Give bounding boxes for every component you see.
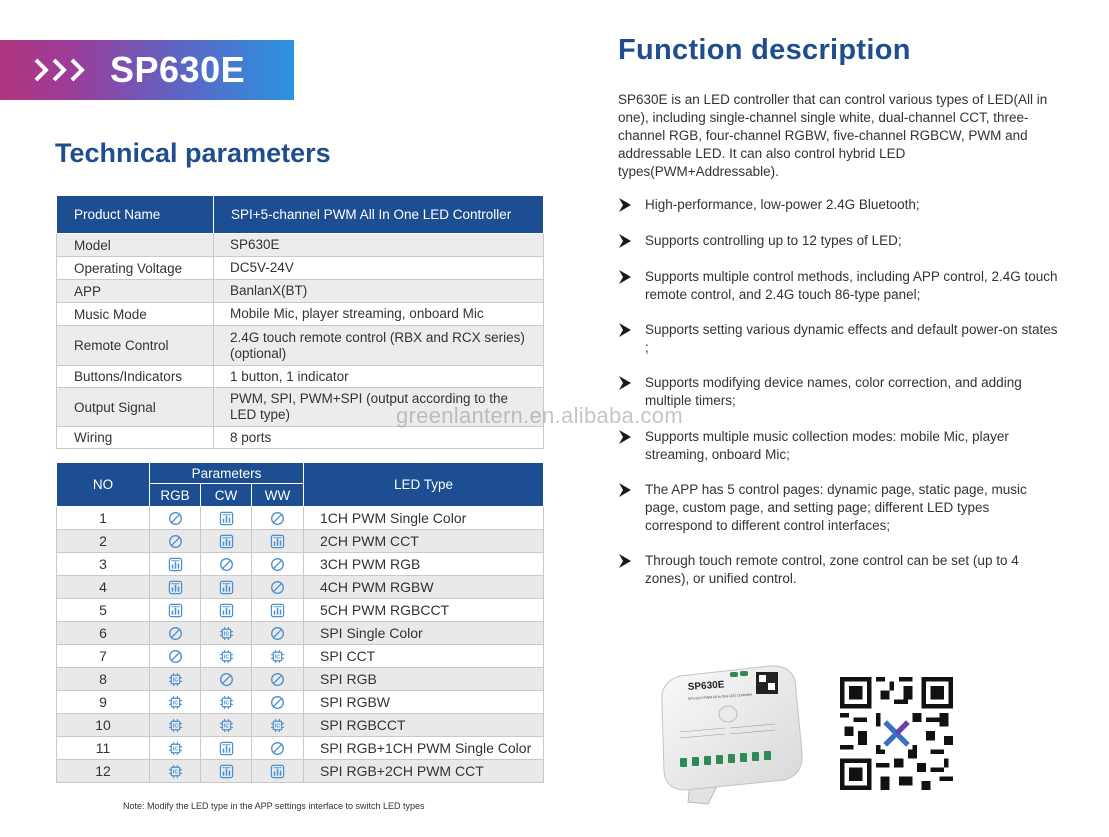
spec-label: Output Signal <box>57 388 214 427</box>
spec-value: 2.4G touch remote control (RBX and RCX series) (optional) <box>214 326 544 366</box>
led-row-no: 7 <box>57 645 150 668</box>
led-row-type: SPI RGB+1CH PWM Single Color <box>304 737 544 760</box>
chevrons-icon <box>32 57 92 83</box>
footnote: Note: Modify the LED type in the APP settings interface to switch LED types <box>123 801 425 811</box>
led-row-type: SPI RGB <box>304 668 544 691</box>
spec-header-value: SPI+5-channel PWM All In One LED Controller <box>214 196 544 234</box>
spec-value: 8 ports <box>214 427 544 449</box>
led-row <box>57 760 544 783</box>
ic-chip-icon <box>168 717 183 733</box>
led-cell-rgb <box>150 691 201 714</box>
qr-code-image <box>840 677 953 790</box>
svg-text:IC: IC <box>172 724 178 731</box>
pwm-channel-icon <box>270 602 285 618</box>
led-cell-ww <box>252 714 304 737</box>
led-row <box>57 668 544 691</box>
led-row-no: 12 <box>57 760 150 783</box>
led-cell-ww <box>252 668 304 691</box>
ic-chip-icon <box>168 671 183 687</box>
led-cell-cw <box>201 714 252 737</box>
watermark: greenlantern.en.alibaba.com <box>396 403 683 428</box>
feature-text: Supports controlling up to 12 types of LED; <box>645 233 902 248</box>
spec-row <box>57 303 544 326</box>
led-cell-ww <box>252 691 304 714</box>
led-header-cw: CW <box>201 484 252 507</box>
led-row-no: 2 <box>57 530 150 553</box>
not-supported-icon <box>270 694 285 710</box>
not-supported-icon <box>168 510 183 526</box>
led-cell-cw <box>201 691 252 714</box>
led-row-type: SPI RGB+2CH PWM CCT <box>304 760 544 783</box>
led-cell-cw <box>201 737 252 760</box>
feature-text: Supports multiple music collection modes: mobile Mic, player streaming, onboard Mic; <box>645 429 1009 462</box>
led-header-no: NO <box>57 463 150 507</box>
arrow-bullet-icon <box>618 482 632 498</box>
feature-item <box>618 374 1058 410</box>
feature-text: Supports multiple control methods, including APP control, 2.4G touch remote control, and 2.4G touch 86-type panel; <box>645 269 1058 302</box>
led-cell-ww <box>252 622 304 645</box>
led-cell-rgb <box>150 622 201 645</box>
svg-text:IC: IC <box>223 655 229 662</box>
ic-chip-icon <box>219 717 234 733</box>
pwm-channel-icon <box>219 510 234 526</box>
spec-label: Buttons/Indicators <box>57 366 214 388</box>
spec-label: Model <box>57 234 214 257</box>
ic-chip-icon <box>219 694 234 710</box>
not-supported-icon <box>270 510 285 526</box>
led-row <box>57 645 544 668</box>
led-cell-ww <box>252 737 304 760</box>
led-row-no: 4 <box>57 576 150 599</box>
spec-label: APP <box>57 280 214 303</box>
led-row <box>57 622 544 645</box>
led-cell-cw <box>201 645 252 668</box>
led-header-type: LED Type <box>304 463 544 507</box>
spec-value: 1 button, 1 indicator <box>214 366 544 388</box>
pwm-channel-icon <box>219 740 234 756</box>
controller-device-image <box>650 662 815 807</box>
pwm-channel-icon <box>168 579 183 595</box>
spec-value: PWM, SPI, PWM+SPI (output according to the LED type) <box>214 388 544 427</box>
svg-text:IC: IC <box>172 701 178 708</box>
not-supported-icon <box>270 556 285 572</box>
svg-text:IC: IC <box>274 724 281 731</box>
svg-text:IC: IC <box>223 724 229 731</box>
spec-label: Remote Control <box>57 326 214 366</box>
not-supported-icon <box>219 556 234 572</box>
spec-value: BanlanX(BT) <box>214 280 544 303</box>
led-cell-rgb <box>150 714 201 737</box>
ic-chip-icon <box>219 648 234 664</box>
spec-value: DC5V-24V <box>214 257 544 280</box>
led-row-type: 4CH PWM RGBW <box>304 576 544 599</box>
led-cell-ww <box>252 507 304 530</box>
led-cell-cw <box>201 576 252 599</box>
led-cell-ww <box>252 576 304 599</box>
spec-value: SP630E <box>214 234 544 257</box>
led-row <box>57 599 544 622</box>
led-cell-rgb <box>150 645 201 668</box>
spec-header-row <box>57 196 544 234</box>
pwm-channel-icon <box>270 763 285 779</box>
led-cell-cw <box>201 599 252 622</box>
arrow-bullet-icon <box>618 553 632 569</box>
spec-row <box>57 234 544 257</box>
spec-row <box>57 280 544 303</box>
pwm-channel-icon <box>270 533 285 549</box>
led-cell-rgb <box>150 507 201 530</box>
ic-chip-icon <box>270 717 285 733</box>
led-row <box>57 530 544 553</box>
led-row-no: 5 <box>57 599 150 622</box>
pwm-channel-icon <box>168 602 183 618</box>
arrow-bullet-icon <box>618 269 632 285</box>
spec-label: Wiring <box>57 427 214 449</box>
led-row-no: 3 <box>57 553 150 576</box>
svg-text:IC: IC <box>172 678 178 685</box>
led-row <box>57 507 544 530</box>
feature-item <box>618 232 1058 250</box>
spec-row <box>57 257 544 280</box>
pwm-channel-icon <box>219 763 234 779</box>
ic-chip-icon <box>219 625 234 641</box>
not-supported-icon <box>270 625 285 641</box>
feature-text: Supports modifying device names, color correction, and adding multiple timers; <box>645 375 1022 408</box>
led-cell-rgb <box>150 599 201 622</box>
spec-row <box>57 326 544 366</box>
feature-item <box>618 552 1058 588</box>
led-cell-rgb <box>150 530 201 553</box>
ic-chip-icon <box>168 740 183 756</box>
function-title: Function description <box>618 34 911 66</box>
arrow-bullet-icon <box>618 233 632 249</box>
led-row <box>57 714 544 737</box>
pwm-channel-icon <box>219 602 234 618</box>
ic-chip-icon <box>168 763 183 779</box>
led-row-no: 11 <box>57 737 150 760</box>
led-row-type: SPI Single Color <box>304 622 544 645</box>
led-row-no: 6 <box>57 622 150 645</box>
led-cell-ww <box>252 599 304 622</box>
led-cell-ww <box>252 760 304 783</box>
svg-text:IC: IC <box>223 632 229 639</box>
not-supported-icon <box>270 740 285 756</box>
feature-text: Supports setting various dynamic effects and default power-on states ; <box>645 322 1058 355</box>
feature-item <box>618 196 1058 214</box>
pwm-channel-icon <box>219 579 234 595</box>
led-row-type: SPI RGBCCT <box>304 714 544 737</box>
device-label: SP630E <box>687 679 725 693</box>
function-intro: SP630E is an LED controller that can control various types of LED(All in one), including single-channel single white, dual-channel CCT, three-channel RGB, four-channel RGBW, five-channel RGBCW, PWM and addressable LED. It can also control hybrid LED types(PWM+Addressable). <box>618 92 1048 179</box>
led-row <box>57 553 544 576</box>
led-cell-cw <box>201 530 252 553</box>
pwm-channel-icon <box>219 533 234 549</box>
led-row-type: 2CH PWM CCT <box>304 530 544 553</box>
svg-text:IC: IC <box>274 655 281 662</box>
led-header-rgb: RGB <box>150 484 201 507</box>
led-cell-rgb <box>150 668 201 691</box>
led-cell-cw <box>201 760 252 783</box>
spec-value: Mobile Mic, player streaming, onboard Mic <box>214 303 544 326</box>
led-cell-cw <box>201 668 252 691</box>
feature-text: The APP has 5 control pages: dynamic page, static page, music page, custom page, and setting page; different LED types correspond to different control interfaces; <box>645 482 1027 533</box>
feature-item <box>618 321 1058 357</box>
feature-item <box>618 481 1058 535</box>
feature-item <box>618 428 1058 464</box>
feature-text: High-performance, low-power 2.4G Bluetooth; <box>645 197 920 212</box>
led-row <box>57 691 544 714</box>
led-row-no: 10 <box>57 714 150 737</box>
banner-model: SP630E <box>110 49 246 90</box>
not-supported-icon <box>168 648 183 664</box>
led-cell-ww <box>252 553 304 576</box>
not-supported-icon <box>168 625 183 641</box>
led-cell-cw <box>201 553 252 576</box>
spec-header-label: Product Name <box>57 196 214 234</box>
led-row-no: 8 <box>57 668 150 691</box>
not-supported-icon <box>270 671 285 687</box>
tech-params-title: Technical parameters <box>55 138 331 168</box>
led-row-type: SPI CCT <box>304 645 544 668</box>
led-cell-cw <box>201 507 252 530</box>
led-cell-cw <box>201 622 252 645</box>
model-banner <box>0 40 294 100</box>
led-row-type: 1CH PWM Single Color <box>304 507 544 530</box>
spec-row <box>57 427 544 449</box>
led-cell-rgb <box>150 553 201 576</box>
led-cell-rgb <box>150 576 201 599</box>
not-supported-icon <box>219 671 234 687</box>
led-cell-rgb <box>150 760 201 783</box>
led-row-type: SPI RGBW <box>304 691 544 714</box>
arrow-bullet-icon <box>618 322 632 338</box>
arrow-bullet-icon <box>618 429 632 445</box>
pwm-channel-icon <box>168 556 183 572</box>
svg-text:IC: IC <box>172 770 178 777</box>
not-supported-icon <box>270 579 285 595</box>
led-cell-ww <box>252 645 304 668</box>
feature-text: Through touch remote control, zone control can be set (up to 4 zones), or unified control. <box>645 553 1019 586</box>
led-row <box>57 737 544 760</box>
led-row-type: 3CH PWM RGB <box>304 553 544 576</box>
spec-label: Operating Voltage <box>57 257 214 280</box>
led-header-params: Parameters <box>150 463 304 484</box>
led-row-no: 1 <box>57 507 150 530</box>
arrow-bullet-icon <box>618 197 632 213</box>
led-row-no: 9 <box>57 691 150 714</box>
feature-item <box>618 268 1058 304</box>
led-row <box>57 576 544 599</box>
arrow-bullet-icon <box>618 375 632 391</box>
svg-text:IC: IC <box>172 747 178 754</box>
svg-text:IC: IC <box>223 701 229 708</box>
led-type-table <box>56 462 544 783</box>
led-cell-ww <box>252 530 304 553</box>
not-supported-icon <box>168 533 183 549</box>
ic-chip-icon <box>270 648 285 664</box>
led-header-ww: WW <box>252 484 304 507</box>
ic-chip-icon <box>168 694 183 710</box>
led-row-type: 5CH PWM RGBCCT <box>304 599 544 622</box>
led-cell-rgb <box>150 737 201 760</box>
spec-label: Music Mode <box>57 303 214 326</box>
device-subtitle: SPI+5CH PWM All In One LED Controller <box>687 692 753 701</box>
led-header-row <box>57 463 544 484</box>
spec-row <box>57 366 544 388</box>
